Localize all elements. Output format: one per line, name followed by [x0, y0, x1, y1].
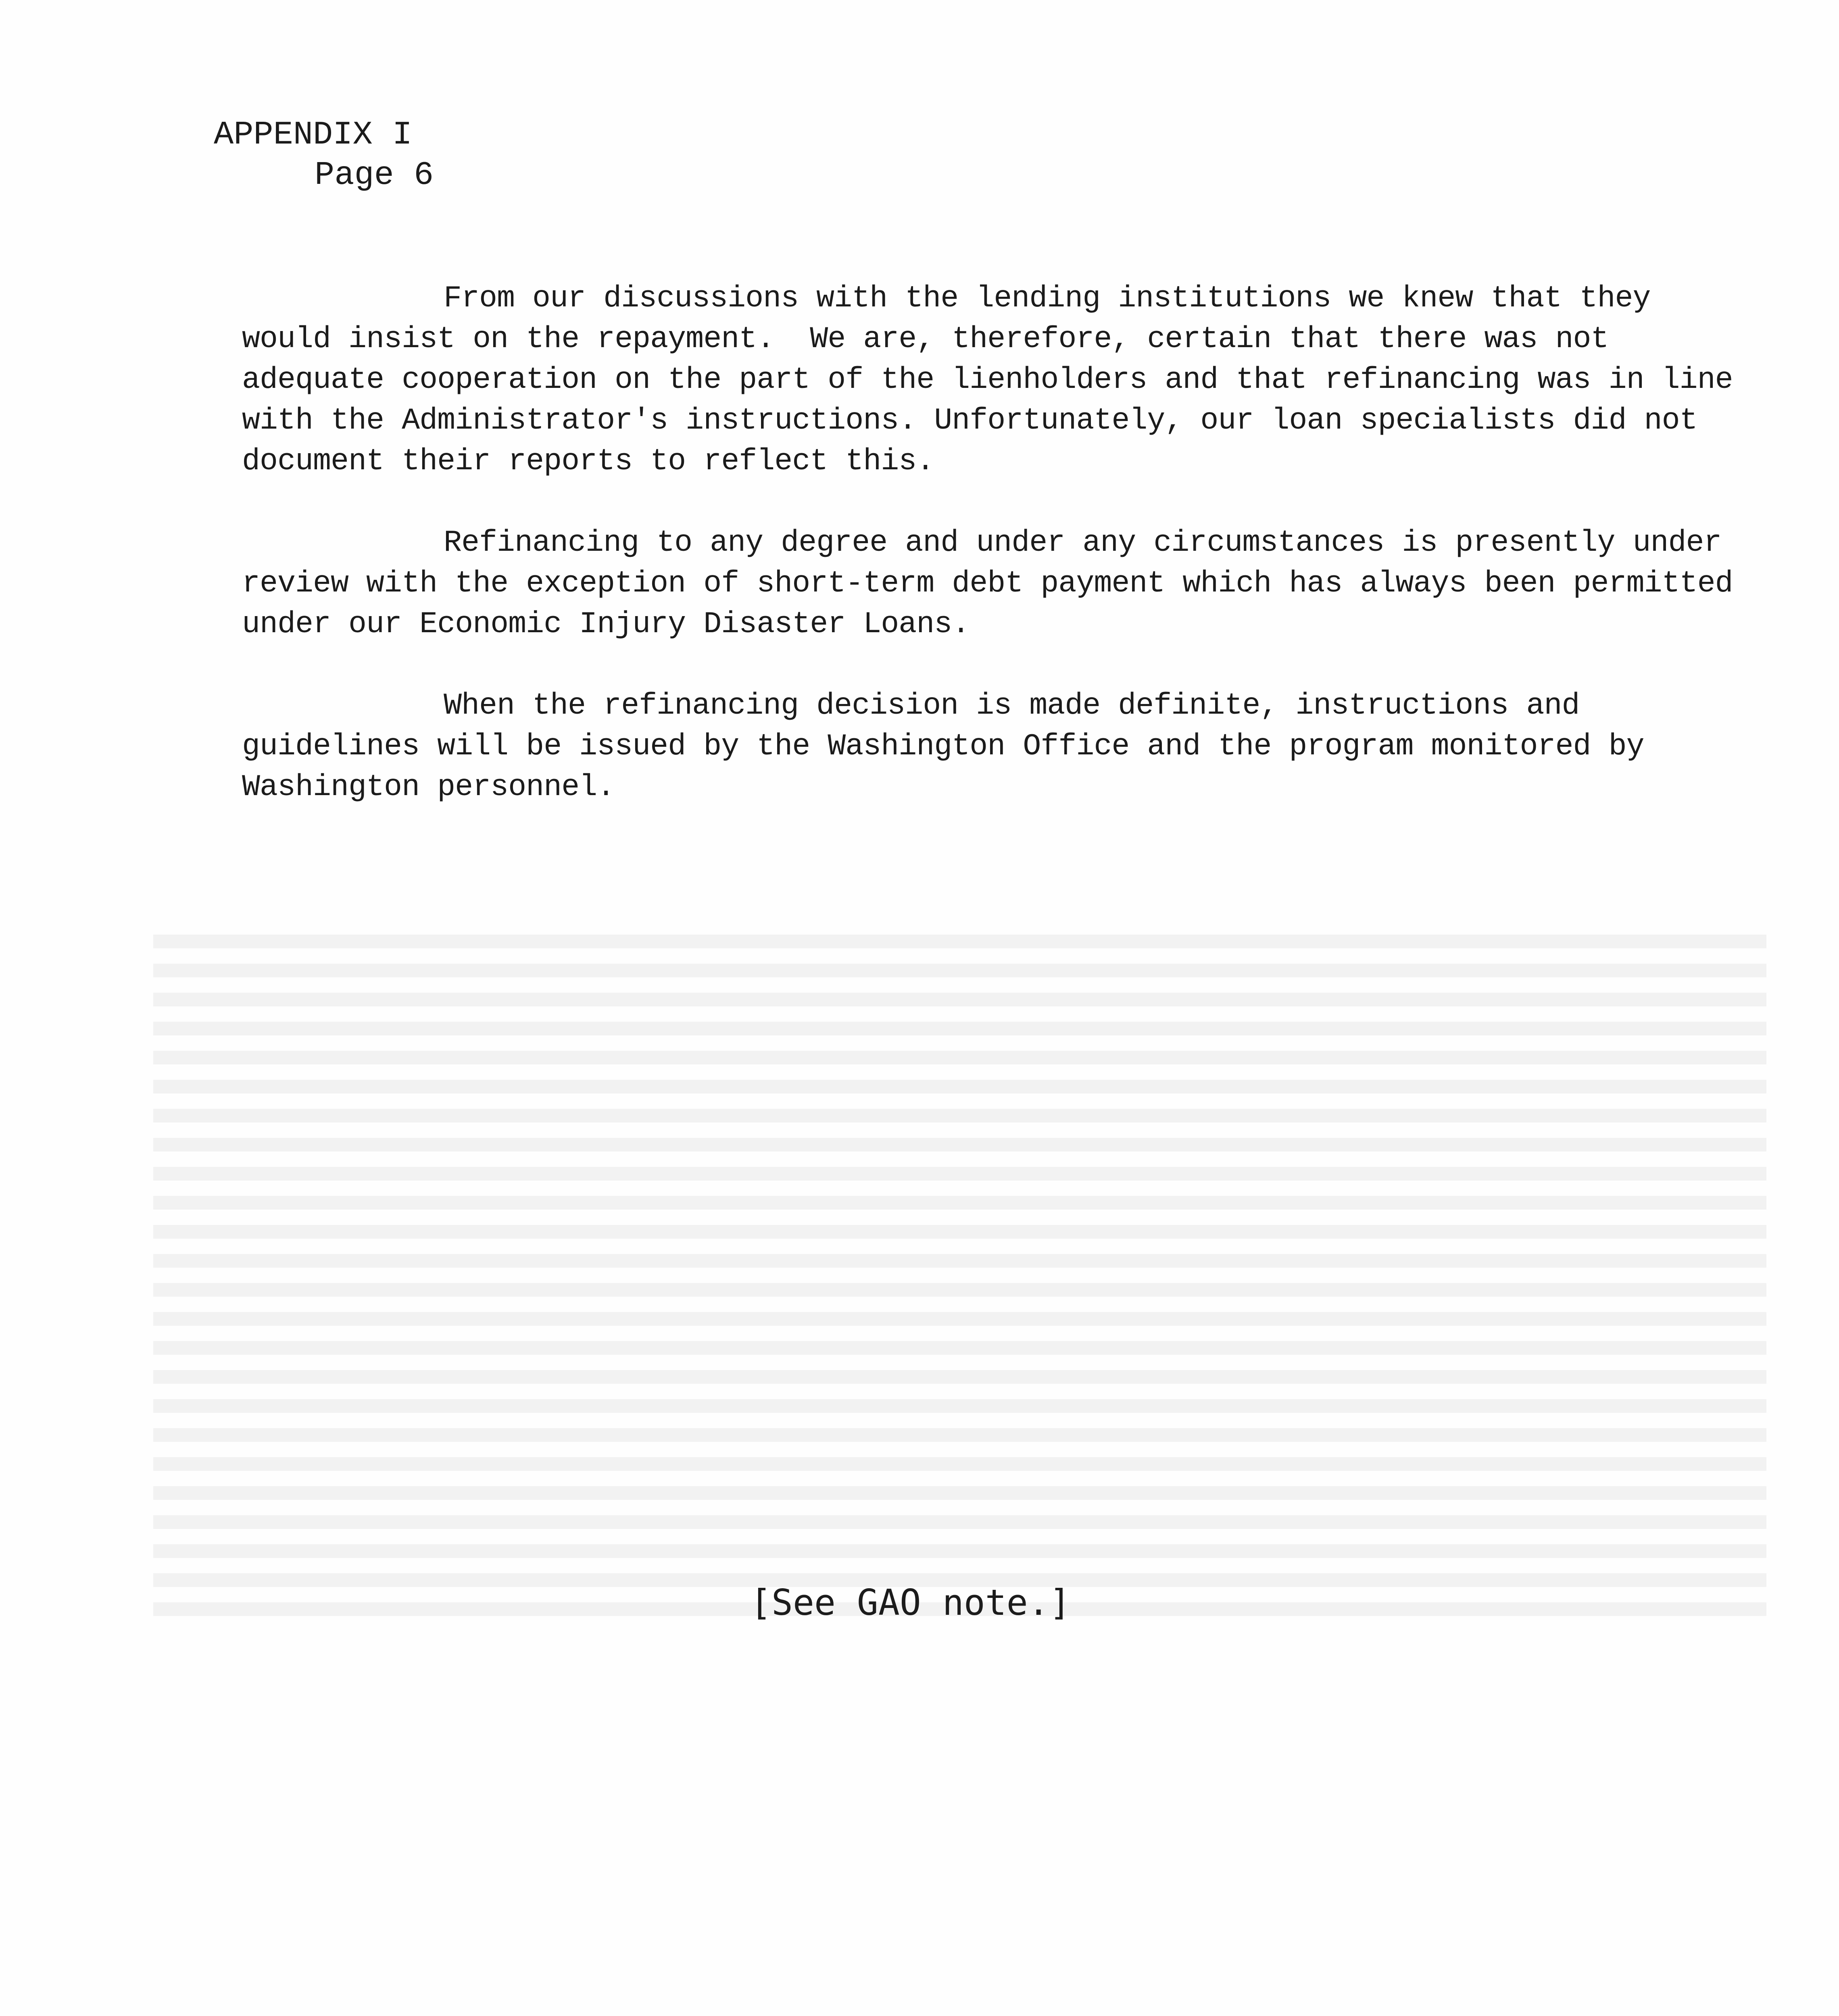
paragraph: From our discussions with the lending institutions we knew that they would insist on the repayment. We are, therefore, certain that there was not adequate cooperation on the part of the lienholders and that refinancing was in line with the Administrator's instructions. Unfortunately, our loan specialists did not document their reports to reflect this. — [242, 281, 1751, 479]
page-label: Page 6 — [315, 156, 434, 194]
paragraph: Refinancing to any degree and under any circumstances is presently under review with the exception of short-term debt payment which has always been permitted under our Economic Injury Disaster Loans. — [242, 526, 1751, 641]
see-gao-note: [See GAO note.] — [750, 1582, 1071, 1623]
body-text — [242, 278, 1751, 848]
bleed-through-background — [153, 919, 1766, 1631]
appendix-label: APPENDIX I — [214, 116, 413, 154]
paragraph: When the refinancing decision is made definite, instructions and guidelines will be issued by the Washington Office and the program monitored by Washington personnel. — [242, 689, 1662, 804]
appendix-header — [214, 115, 434, 196]
